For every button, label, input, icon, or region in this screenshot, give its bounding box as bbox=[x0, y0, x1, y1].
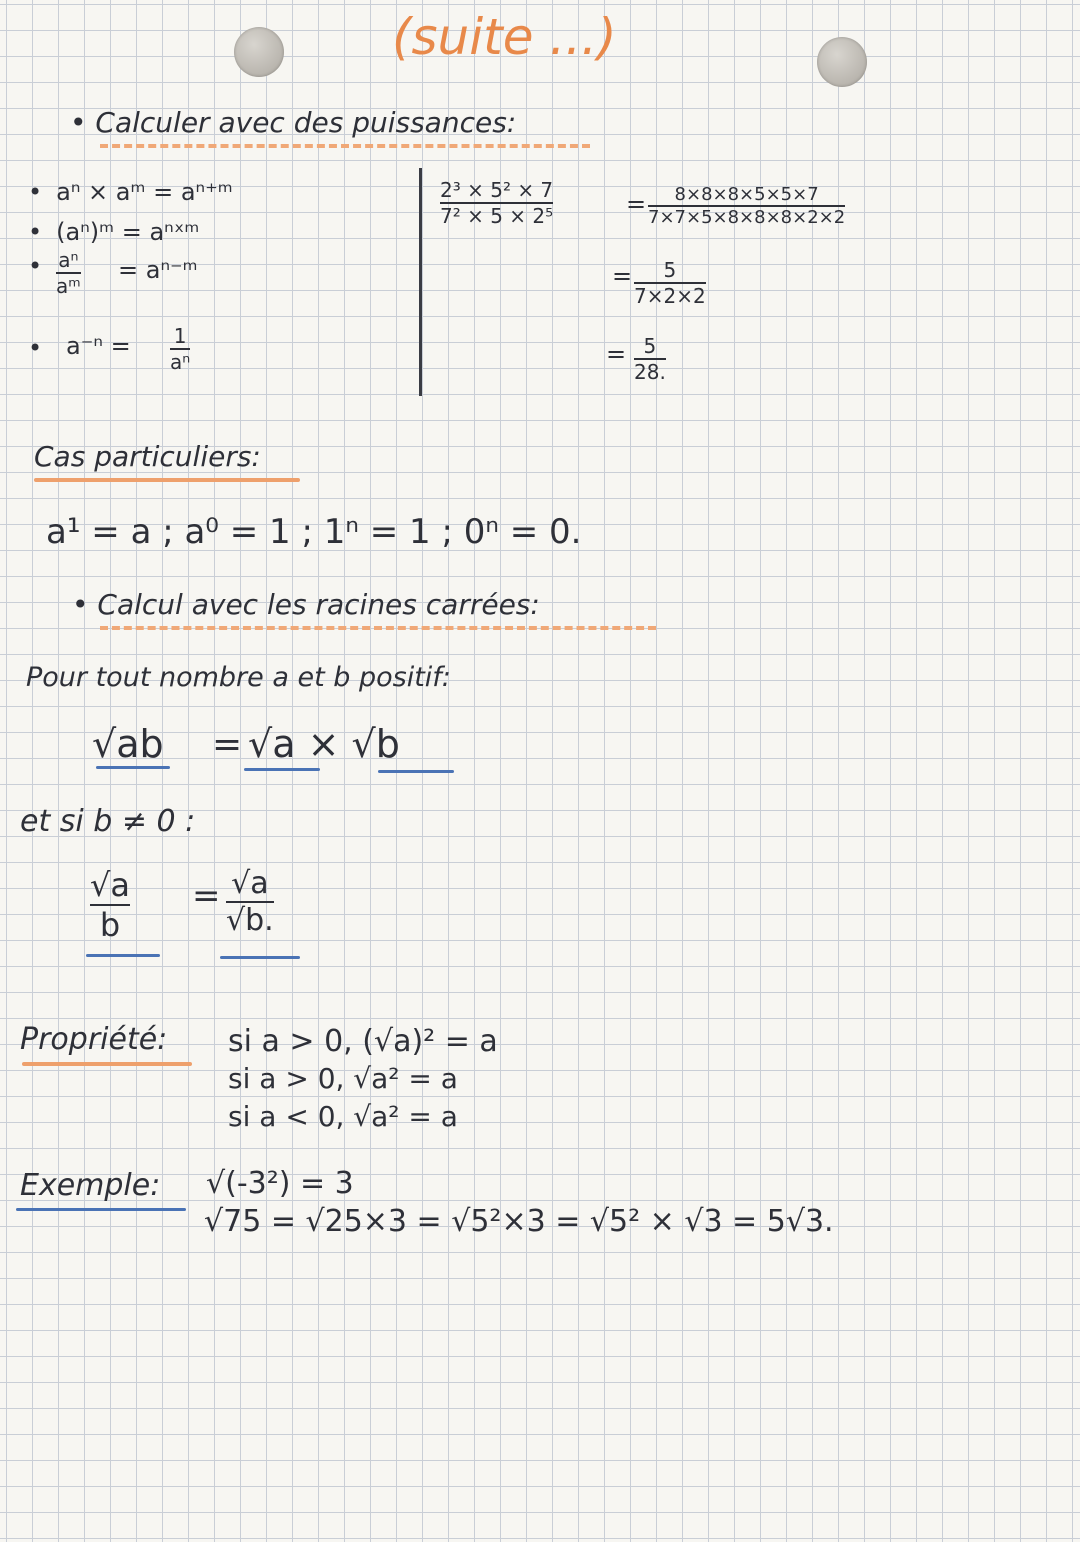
power-rule-quotient-num: aⁿ bbox=[58, 248, 79, 272]
root-quotient-lhs-den: b bbox=[99, 906, 121, 944]
property-line-1: si a > 0, (√a)² = a bbox=[228, 1024, 498, 1059]
step3-equals: = bbox=[606, 340, 627, 368]
power-rule-product: • aⁿ × aᵐ = aⁿ⁺ᵐ bbox=[28, 178, 233, 206]
powers-heading-underline bbox=[100, 144, 590, 148]
step1-fraction bbox=[648, 184, 845, 228]
root-quotient-rhs-underline bbox=[220, 956, 300, 959]
power-rule-negative-num: 1 bbox=[173, 324, 187, 348]
example-label-underline bbox=[16, 1208, 186, 1211]
root-product-rhs: √a × √b bbox=[248, 722, 400, 766]
special-heading-underline bbox=[34, 478, 300, 482]
power-rule-quotient-den: aᵐ bbox=[56, 274, 81, 298]
example-line-1: √(-3²) = 3 bbox=[206, 1166, 354, 1201]
step3-num: 5 bbox=[643, 334, 657, 358]
example-fraction bbox=[440, 178, 553, 228]
power-rule-quotient-fraction bbox=[56, 248, 81, 298]
root-quotient-rhs-num: √a bbox=[231, 866, 269, 901]
root-quotient-rhs-den: √b. bbox=[226, 903, 274, 938]
property-line-3: si a < 0, √a² = a bbox=[228, 1100, 458, 1133]
divider-line bbox=[419, 168, 422, 396]
step2-den: 7×2×2 bbox=[634, 284, 706, 308]
step1-den: 7×7×5×8×8×8×2×2 bbox=[648, 207, 846, 228]
example-label: Exemple: bbox=[20, 1168, 161, 1203]
step3-den: 28. bbox=[634, 360, 666, 384]
page-title: (suite ...) bbox=[392, 8, 617, 66]
root-product-equals: = bbox=[212, 724, 243, 765]
power-rule-negative-lhs: a⁻ⁿ = bbox=[66, 332, 131, 360]
root-quotient-lhs bbox=[90, 866, 130, 944]
special-cases-line: a¹ = a ; a⁰ = 1 ; 1ⁿ = 1 ; 0ⁿ = 0. bbox=[46, 512, 582, 552]
example-den: 7² × 5 × 2⁵ bbox=[440, 204, 554, 228]
power-rule-power: • (aⁿ)ᵐ = aⁿˣᵐ bbox=[28, 218, 199, 246]
power-rule-negative-fraction bbox=[170, 324, 190, 374]
roots-heading-underline bbox=[100, 626, 656, 630]
punch-hole-left bbox=[234, 27, 284, 77]
power-rule-quotient-result: = aⁿ⁻ᵐ bbox=[118, 256, 198, 284]
example-equals: = bbox=[626, 190, 647, 218]
roots-heading: • Calcul avec les racines carrées: bbox=[72, 588, 540, 621]
root-product-rhs-underline-b bbox=[378, 770, 454, 773]
special-heading: Cas particuliers: bbox=[34, 440, 261, 473]
power-rule-negative-bullet: • bbox=[28, 334, 43, 362]
root-quotient-rhs bbox=[226, 866, 274, 938]
powers-heading: • Calculer avec des puissances: bbox=[70, 106, 517, 139]
root-quotient-equals: = bbox=[192, 876, 221, 916]
root-quotient-lhs-underline bbox=[86, 954, 160, 957]
property-line-2: si a > 0, √a² = a bbox=[228, 1062, 458, 1095]
property-label-underline bbox=[22, 1062, 192, 1066]
root-product-lhs: √ab bbox=[92, 722, 164, 766]
step1-num: 8×8×8×5×5×7 bbox=[674, 184, 819, 205]
step3-fraction bbox=[634, 334, 666, 384]
root-condition: et si b ≠ 0 : bbox=[20, 804, 196, 839]
step2-num: 5 bbox=[663, 258, 677, 282]
step2-fraction bbox=[634, 258, 706, 308]
power-rule-quotient-bullet: • bbox=[28, 252, 43, 280]
example-num: 2³ × 5² × 7 bbox=[440, 178, 554, 202]
power-rule-negative-den: aⁿ bbox=[170, 350, 191, 374]
root-product-rhs-underline-a bbox=[244, 768, 320, 771]
punch-hole-right bbox=[817, 37, 867, 87]
root-product-lhs-underline bbox=[96, 766, 170, 769]
root-quotient-lhs-num: √a bbox=[90, 866, 130, 904]
example-line-2: √75 = √25×3 = √5²×3 = √5² × √3 = 5√3. bbox=[204, 1204, 834, 1239]
step2-equals: = bbox=[612, 262, 633, 290]
roots-intro: Pour tout nombre a et b positif: bbox=[26, 662, 451, 693]
property-label: Propriété: bbox=[20, 1022, 168, 1057]
